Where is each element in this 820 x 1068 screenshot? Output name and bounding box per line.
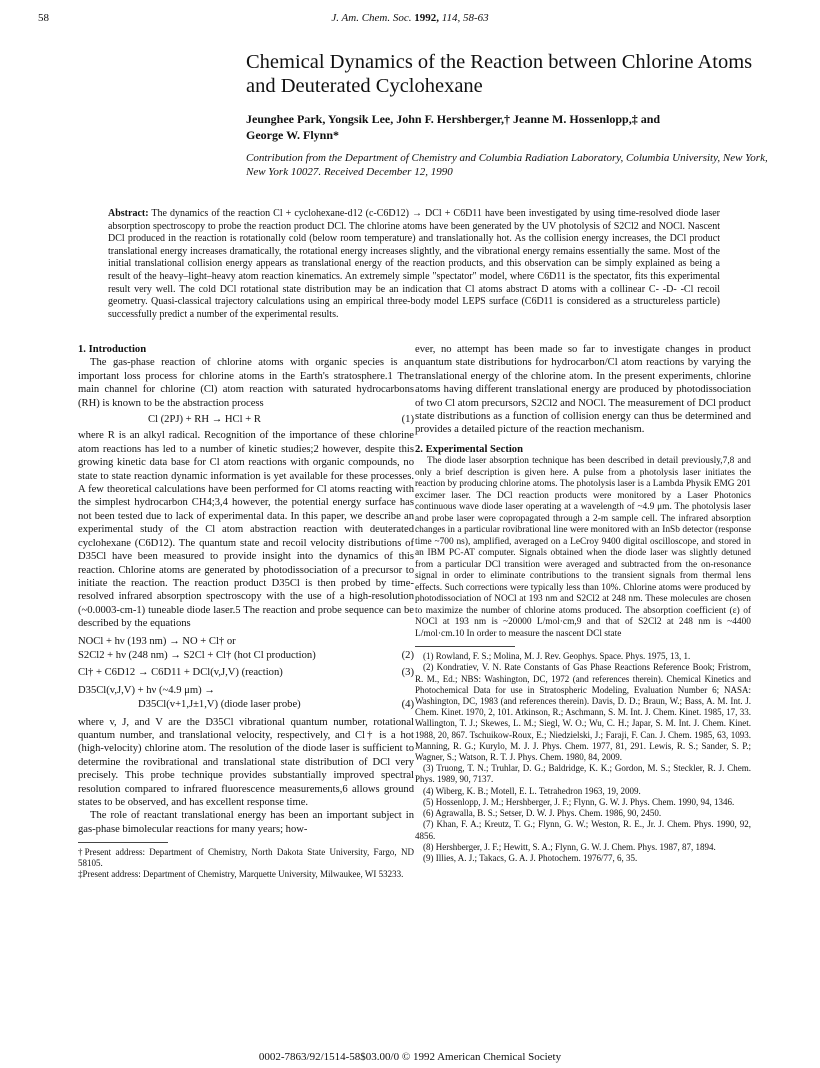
section-heading-introduction: 1. Introduction: [78, 344, 147, 355]
right-column: [415, 343, 751, 864]
footnotes: [78, 847, 414, 880]
reference: (9) Illies, A. J.; Takacs, G. A. J. Photochem. 1976/77, 6, 35.: [423, 852, 638, 863]
reference: (7) Khan, F. A.; Kreutz, T. G.; Flynn, G. W.; Weston, R. E., Jr. J. Chem. Phys. 1990, 92, 4856.: [415, 819, 751, 841]
section-heading-experimental: 2. Experimental Section: [415, 443, 523, 455]
equation-number: (1): [401, 414, 414, 426]
equation-text: D35Cl(v,J,V) + hν (~4.9 μm) →: [78, 684, 215, 696]
paragraph: where v, J, and V are the D35Cl vibrational quantum number, rotational quantum number, and translational velocity, respectively, and Cl† is a hot (high-velocity) chlorine atom. The resolution of the diode laser is sufficient to determine the rovibrational and translational state distribution of DCl very precisely. This probe technique provides substantially improved spectral resolution compared to infrared fluorescence measurements,6 allows ground states to be observed, and has excellent response time.: [78, 716, 414, 808]
affiliation: Contribution from the Department of Chemistry and Columbia Radiation Laboratory, Columbia University, New York, New York 10027. Received December 12, 1990: [246, 152, 768, 178]
reference: (5) Hossenlopp, J. M.; Hershberger, J. F.; Flynn, G. W. J. Phys. Chem. 1990, 94, 1346.: [423, 796, 735, 807]
paragraph: The role of reactant translational energy has been an important subject in gas-phase bimolecular reactions for many years; how-: [78, 810, 414, 835]
equation-4: [78, 684, 414, 712]
journal-name: J. Am. Chem. Soc.: [331, 12, 412, 24]
paragraph: The gas-phase reaction of chlorine atoms with organic species is an important loss process for chlorine atoms in the Earth's stratosphere.1 The main channel for chlorine (Cl) atom reaction with saturated hydrocarbons (RH) is known to be the abstraction process: [78, 357, 414, 409]
abstract-text: The dynamics of the reaction Cl + cyclohexane-d12 (c-C6D12) → DCl + C6D11 have been investigated by using time-resolved diode laser absorption spectroscopy to probe the reaction product DCl. The chlorine atoms have been generated by the UV photolysis of S2Cl2 and NOCl. Nascent DCl produced in the reaction is rotationally cold (below room temperature) and translationally hot. As the collision energy increases, the DCl product translational energy increases dramatically, the rotational energy increases slightly, and the vibrational energy remains essentially the same. Most of the initial translational collision energy appears as translational energy of the reaction products, and this observation can be simply explained as being a result of the heavy–light–heavy atom reaction kinematics. An extremely simple "spectator" model, where C6D11 is the spectator, fits this experimental result very well. The cold DCl rotational state distribution may be an indication that Cl atoms abstract D atoms with a collinear C- -D- -Cl recoil geometry. Quasi-classical trajectory calculations using an empirical three-body model LEPS surface (C6D11 is considered as a structureless particle) successfully predict a number of the experimental results.: [108, 208, 720, 320]
equation-2: [78, 635, 414, 663]
paragraph: The diode laser absorption technique has been described in detail previously,7,8 and only a brief description is given here. A pulse from a photolysis laser initiates the reaction by producing chlorine atoms. The photolysis laser is a Lambda Physik EMG 201 excimer laser. The DCl reaction products were monitored by a Laser Photonics continuous wave diode laser operating at a wavelength of ~4.9 μm. The photolysis laser and probe laser were copropagated through a 2-m sample cell. The infrared absorption changes in a particular rovibrational line were monitored with an InSb detector (response time ~700 ns), amplified, averaged on a LeCroy 9400 digital oscilloscope, and stored in an IBM PC-AT computer. Signals obtained when the diode laser was slightly detuned from a particular DCl transition were averaged and subtracted from the on-resonance signal in order to eliminate contributions to the transient signals from thermal lens effects. Such corrections were typically less than 10%. Chlorine atoms were produced by photodissociation of NOCl at 193 nm and S2Cl2 at 248 nm. These molecules are chosen to maximize the number of chlorine atoms produced. The absorption coefficient (ε) of NOCl at 193 nm is ~20000 L/mol·cm,9 and that of S2Cl2 at 248 nm is ~4400 L/mol·cm.10 In order to measure the nascent DCl state: [415, 456, 751, 639]
equation-text: NOCl + hν (193 nm) → NO + Cl† or: [78, 635, 236, 647]
paper-title: Chemical Dynamics of the Reaction between Chlorine Atoms and Deuterated Cyclohexane: [246, 51, 753, 97]
equation-number: (4): [401, 699, 414, 711]
left-column: [78, 343, 414, 880]
page-number: 58: [38, 12, 49, 24]
authors-line-1: Jeunghee Park, Yongsik Lee, John F. Hershberger,† Jeanne M. Hossenlopp,‡ and: [246, 112, 661, 126]
footnote-divider: [78, 842, 168, 843]
reference: (2) Kondratiev, V. N. Rate Constants of Gas Phase Reactions Reference Book; Fristrom, R. M., Ed.; NBS: Washington, DC, 1972 (and references therein). Chemical Kinetics and Photochemical Data for use in Stratospheric Modeling, Evaluation Number 6; NASA: Washington, DC, 1983 (and references therein). Davis, D. D.; Braun, W.; Bass, A. M. Int. J. Chem. Kinet. 1970, 2, 101. Atkinson, R.; Aschmann, S. M. Int. J. Chem. Kinet. 1985, 17, 33. Wallington, T. J.; Skewes, L. M.; Siegl, W. O.; Wu, C. H.; Japar, S. M. Int. J. Chem. Kinet. 1988, 20, 867. Tschuikow-Roux, E.; Niedzielski, J.; Faraji, F. Can. J. Chem. 1985, 63, 1093. Manning, R. G.; Kurylo, M. J. J. Phys. Chem. 1977, 81, 291. Lewis, R. S.; Sander, S. P.; Wagner, S.; Watson, R. T. J. Phys. Chem. 1980, 84, 2009.: [415, 662, 751, 763]
footnote: ‡Present address: Department of Chemistry, Marquette University, Milwaukee, WI 53233.: [78, 869, 404, 880]
equation-text: D35Cl(v+1,J±1,V) (diode laser probe): [138, 699, 301, 711]
reference: (8) Hershberger, J. F.; Hewitt, S. A.; Flynn, G. W. J. Chem. Phys. 1987, 87, 1894.: [423, 841, 716, 852]
reference: (1) Rowland, F. S.; Molina, M. J. Rev. Geophys. Space. Phys. 1975, 13, 1.: [423, 651, 691, 662]
abstract-label: Abstract:: [108, 208, 149, 219]
abstract: [108, 208, 720, 321]
equation-3: [78, 666, 414, 679]
reference: (3) Truong, T. N.; Truhlar, D. G.; Baldridge, K. K.; Gordon, M. S.; Steckler, R. J. Chem. Phys. 1989, 90, 7137.: [415, 763, 751, 785]
references-divider: [415, 646, 515, 647]
journal-volume-pages: 114, 58-63: [441, 12, 489, 24]
journal-header: [0, 12, 820, 24]
reference: (6) Agrawalla, B. S.; Setser, D. W. J. Phys. Chem. 1986, 90, 2450.: [423, 808, 662, 819]
paragraph: ever, no attempt has been made so far to investigate changes in product quantum state distributions for hydrocarbon/Cl atom reactions by varying the translational energy of the chlorine atom. In the present experiments, chlorine atoms having different translational energy are produced by photodissociation of two Cl atom precursors, S2Cl2 and NOCl. The measurement of DCl product state distributions as a function of collision energy can thus be determined and provides a detailed picture of the reaction mechanism.: [415, 344, 751, 436]
journal-year: 1992,: [414, 12, 440, 24]
paragraph: where R is an alkyl radical. Recognition of the importance of these chlorine atom reactions has led to a number of kinetic studies;2 however, despite this growing kinetic data base for Cl atom reactions with organic compounds, no state to state reaction dynamic information is yet available for these processes. A few theoretical calculations have been performed for Cl atoms reacting with the simplest hydrocarbon CH4;3,4 however, the potential energy surface has not been tested due to lack of experimental data. In this paper, we describe an experimental study of the Cl atom abstraction reaction with deuterated cyclohexane (C6D12). The quantum state and recoil velocity distributions of D35Cl have been measured to provide insight into the dynamics of this reaction. Chlorine atoms are generated by photodissociation of a precursor to initiate the reaction. The reaction product D35Cl is then probed by time-resolved infrared absorption spectroscopy with the use of a high-resolution (~0.0003-cm-1) tuneable diode laser.5 The reaction and probe sequence can be described by the equations: [78, 430, 414, 630]
equation-text: Cl† + C6D12 → C6D11 + DCl(v,J,V) (reaction): [78, 667, 283, 679]
copyright-footer: 0002-7863/92/1514-58$03.00/0 © 1992 American Chemical Society: [258, 1051, 562, 1063]
references: [415, 651, 751, 864]
reference: (4) Wiberg, K. B.; Motell, E. L. Tetrahedron 1963, 19, 2009.: [423, 785, 641, 796]
equation-text: Cl (2PJ) + RH → HCl + R: [148, 414, 261, 426]
footnote: †Present address: Department of Chemistry, North Dakota State University, Fargo, ND 58105.: [78, 847, 414, 869]
equation-text: S2Cl2 + hν (248 nm) → S2Cl + Cl† (hot Cl production): [78, 649, 316, 661]
authors: [246, 111, 786, 143]
equation-number: (2): [401, 649, 414, 661]
equation-1: [78, 413, 414, 426]
equation-number: (3): [401, 667, 414, 679]
authors-line-2: George W. Flynn*: [246, 128, 340, 142]
